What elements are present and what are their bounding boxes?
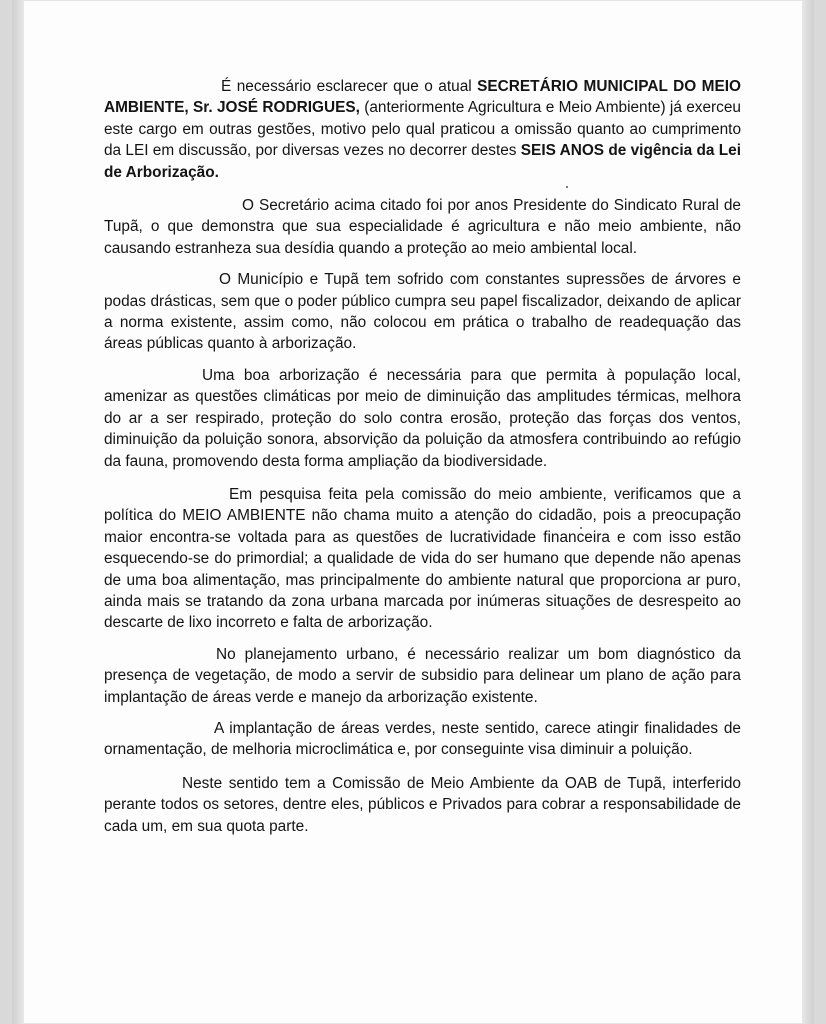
paragraph-rural-union — [104, 195, 741, 259]
text-segment: Neste sentido tem a Comissão de Meio Ambiente da OAB de Tupã, interferido perante todos os setores, dentre eles, públicos e Privados para cobrar a responsabilidade de cada um, em sua quota parte. — [104, 774, 741, 835]
scan-speck — [580, 527, 582, 529]
document-body — [104, 76, 741, 837]
text-segment: O Secretário acima citado foi por anos Presidente do Sindicato Rural de Tupã, o que demonstra que sua especialidade é agricultura e não meio ambiente, não causando estranheza sua desídia quando a proteção ao meio ambiental local. — [104, 197, 741, 257]
paragraph-oab-commission — [104, 773, 741, 837]
paragraph-urban-planning — [104, 644, 741, 708]
text-segment-bold: SEIS ANOS de vigência da Lei de Arborização. — [104, 142, 741, 181]
text-segment-bold: SECRETÁRIO MUNICIPAL DO MEIO AMBIENTE, Sr. JOSÉ RODRIGUES, — [104, 78, 741, 117]
text-segment: É necessário esclarecer que o atual — [221, 78, 478, 95]
page-edge-shadow-right — [802, 0, 814, 1024]
text-segment: Em pesquisa feita pela comissão do meio ambiente, verificamos que a política do MEIO AMBIENTE não chama muito a atenção do cidadão, pois a preocupação maior encontra-se voltada para as questões de lucratividade financeira e com isso estão esquecendo-se do primordial; a qualidade de vida do ser humano que depende não apenas de uma boa alimentação, mas principalmente do ambiente natural que proporciona ar puro, ainda mais se tratando da zona urbana marcada por inúmeras situações de desrespeito ao descarte de lixo incorreto e falta de arborização. — [104, 485, 741, 632]
document-page — [12, 0, 814, 1024]
paragraph-arborization-benefits — [104, 365, 741, 472]
paragraph-secretary-omission — [104, 76, 741, 183]
text-segment: No planejamento urbano, é necessário realizar um bom diagnóstico da presença de vegetação, de modo a servir de subsidio para delinear um plano de ação para implantação de áreas verde e manejo da arborização existente. — [104, 645, 741, 706]
text-segment: Uma boa arborização é necessária para que permita à população local, amenizar as questões climáticas por meio de diminuição das amplitudes térmicas, melhora do ar a ser respirado, proteção do solo contra erosão, proteção das forças dos ventos, diminuição da poluição sonora, absorvição da poluição da atmosfera contribuindo ao refúgio da fauna, promovendo desta forma ampliação da biodiversidade. — [104, 366, 741, 470]
scan-speck — [566, 186, 568, 188]
paragraph-green-areas — [104, 718, 741, 761]
paragraph-tree-removal — [104, 269, 741, 355]
page-edge-shadow-left — [12, 0, 24, 1024]
text-segment: O Município e Tupã tem sofrido com constantes supressões de árvores e podas drásticas, sem que o poder público cumpra seu papel fiscalizador, deixando de aplicar a norma existente, assim como, não colocou em prática o trabalho de readequação das áreas públicas quanto à arborização. — [104, 271, 741, 353]
text-segment: A implantação de áreas verdes, neste sentido, carece atingir finalidades de ornamentação, de melhoria microclimática e, por conseguinte visa diminuir a poluição. — [104, 719, 741, 759]
text-segment: (anteriormente Agricultura e Meio Ambiente) já exerceu este cargo em outras gestões, motivo pelo qual praticou a omissão quanto ao cumprimento da LEI em discussão, por diversas vezes no decorrer destes — [104, 99, 741, 160]
paragraph-commission-research — [104, 484, 741, 634]
